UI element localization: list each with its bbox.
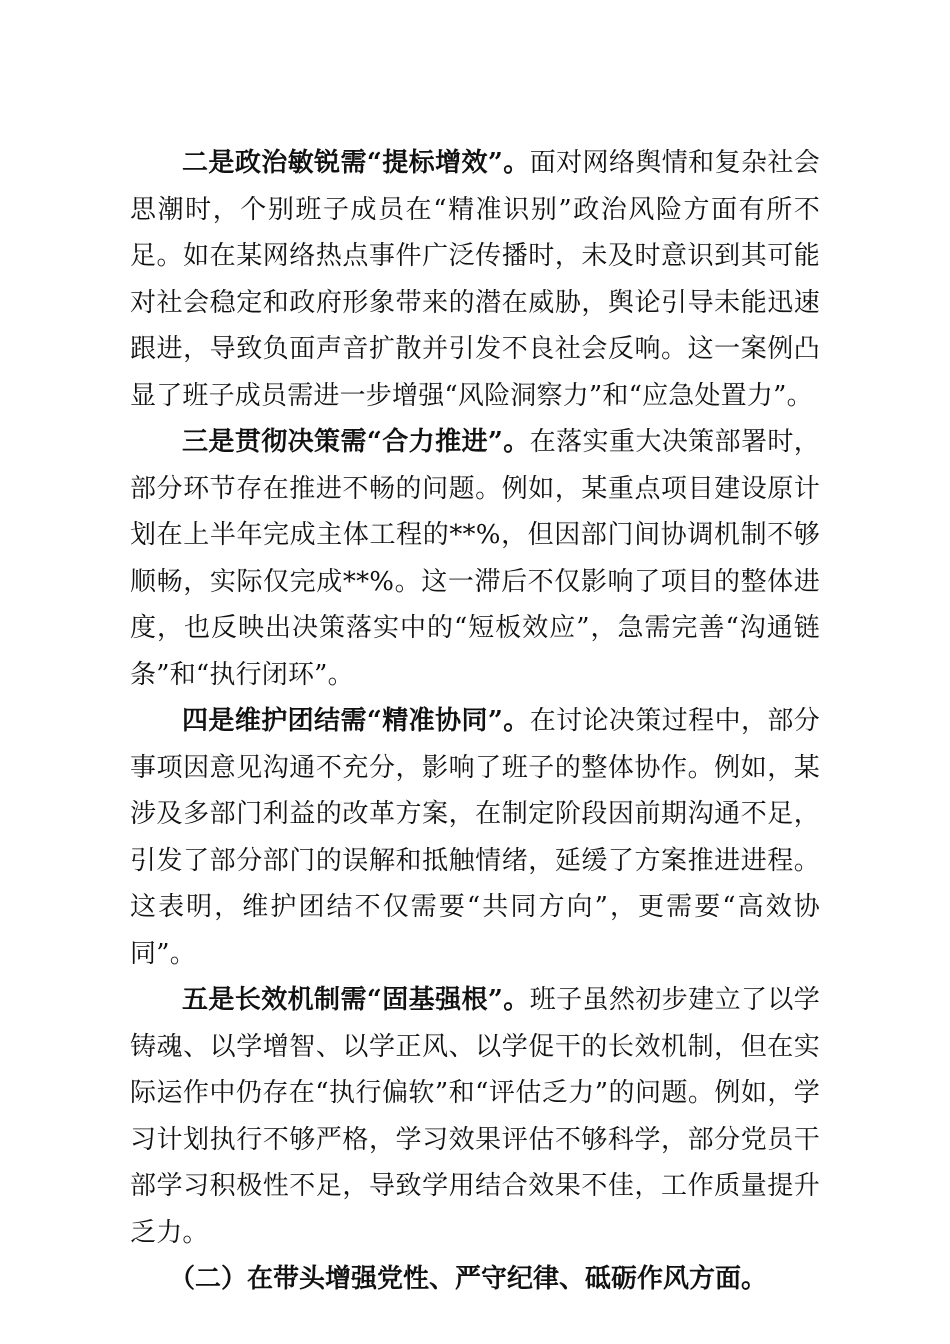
paragraph-body: 在讨论决策过程中，部分事项因意见沟通不充分，影响了班子的整体协作。例如，某涉及多部门利益的改革方案，在制定阶段因前期沟通不足，引发了部分部门的误解和抵触情绪，延缓了方案推进进程。这表明，维护团结不仅需要“共同方向”，更需要“高效协同”。: [130, 706, 821, 969]
document-body: [130, 140, 820, 1303]
paragraph-lead: 二是政治敏锐需“提标增效”。: [182, 148, 530, 178]
paragraph-body: 班子虽然初步建立了以学铸魂、以学增智、以学正风、以学促干的长效机制，但在实际运作中仍存在“执行偏软”和“评估乏力”的问题。例如，学习计划执行不够严格，学习效果评估不够科学，部分党员干部学习积极性不足，导致学用结合效果不佳，工作质量提升乏力。: [130, 985, 821, 1248]
paragraph-lead: 三是贯彻决策需“合力推进”。: [182, 427, 530, 457]
paragraph-lead: 五是长效机制需“固基强根”。: [182, 985, 530, 1015]
paragraph-body: 在落实重大决策部署时，部分环节存在推进不畅的问题。例如，某重点项目建设原计划在上半年完成主体工程的**%，但因部门间协调机制不够顺畅，实际仅完成**%。这一滞后不仅影响了项目的整体进度，也反映出决策落实中的“短板效应”，急需完善“沟通链条”和“执行闭环”。: [130, 427, 821, 690]
paragraph-political-sensitivity: [130, 140, 820, 419]
section-heading: （二）在带头增强党性、严守纪律、砥砺作风方面。: [169, 1264, 768, 1294]
paragraph-long-term-mechanism: [130, 977, 820, 1256]
paragraph-implementing-decisions: [130, 419, 820, 698]
paragraph-body: 面对网络舆情和复杂社会思潮时，个别班子成员在“精准识别”政治风险方面有所不足。如在某网络热点事件广泛传播时，未及时意识到其可能对社会稳定和政府形象带来的潜在威胁，舆论引导未能迅速跟进，导致负面声音扩散并引发不良社会反响。这一案例凸显了班子成员需进一步增强“风险洞察力”和“应急处置力”。: [130, 148, 821, 411]
paragraph-maintaining-unity: [130, 698, 820, 977]
paragraph-lead: 四是维护团结需“精准协同”。: [182, 706, 530, 736]
